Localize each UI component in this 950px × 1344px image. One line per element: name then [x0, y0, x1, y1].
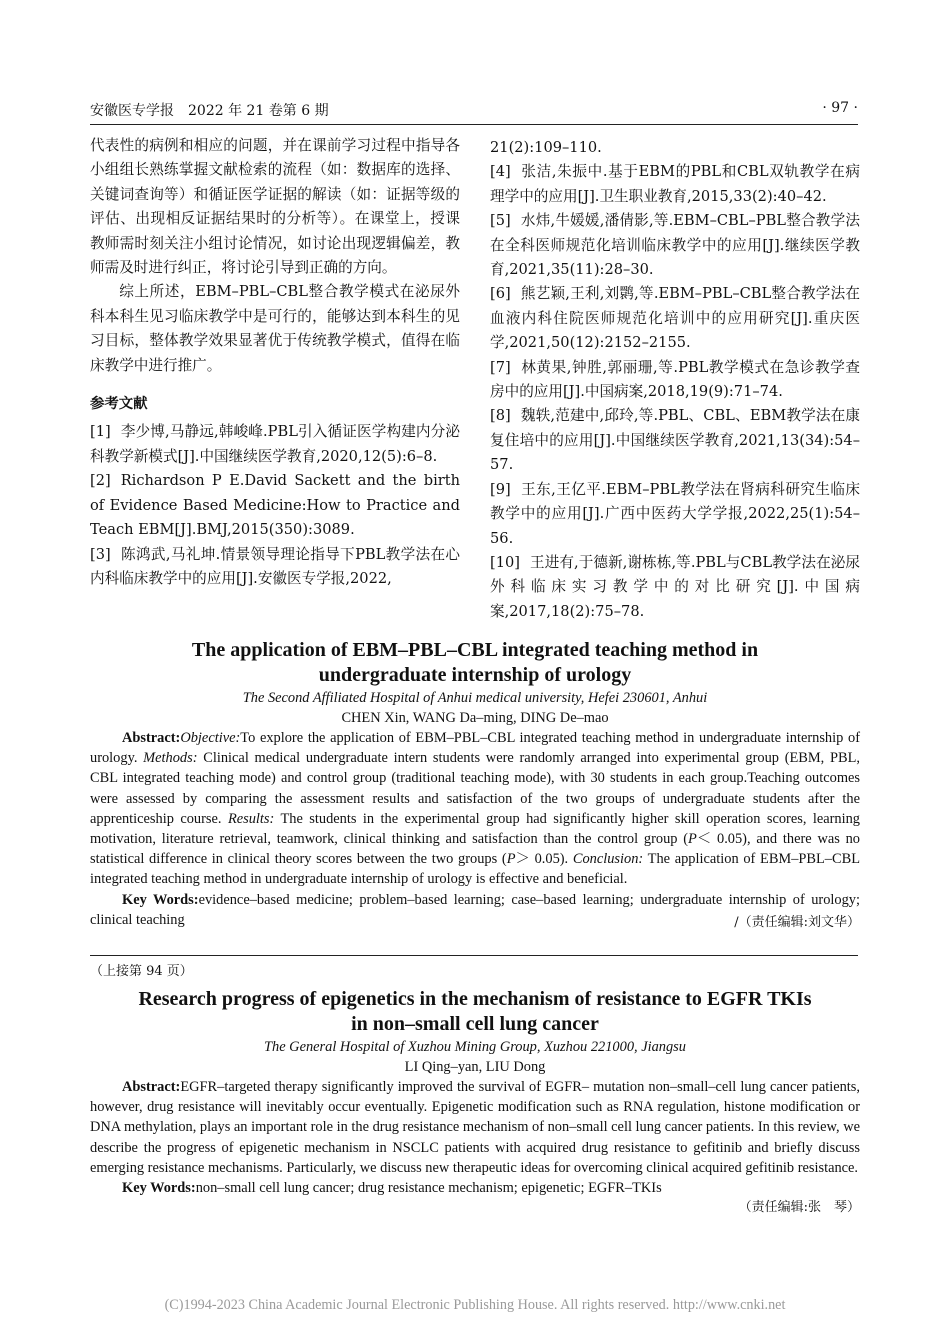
reference-text: 李少博,马静远,韩峻峰.PBL引入循证医学构建内分泌科教学新模式[J].中国继续医学教育,2020,12(5):6–8. — [90, 423, 460, 465]
results-text: ＜ 0.05), and there was no statistical difference in clinical theory scores between the two groups ( — [90, 831, 860, 868]
reference-item — [490, 478, 860, 551]
reference-item — [490, 356, 860, 405]
english-abstract-2 — [90, 987, 860, 1218]
body-paragraph: 代表性的病例和相应的问题，并在课前学习过程中指导各小组组长熟练掌握文献检索的流程（如：数据库的选择、关键词查询等）和循证医学证据的解读（如：证据等级的评估、出现相反证据结果时的分析等）。在课堂上，授课教师需时刻关注小组讨论情况，如讨论出现逻辑偏差，教师需及时进行纠正，将讨论引导到正确的方向。 — [90, 137, 460, 277]
results-text: The students in the experimental group had significantly higher skill operation scores, learning motivation, literature retrieval, teamwork, clinical thinking and satisfaction than the control group ( — [90, 810, 860, 848]
abstract-title-line: Research progress of epigenetics in the mechanism of resistance to EGFR TKIs — [138, 988, 812, 1010]
p-value-symbol: P — [506, 851, 516, 868]
abstract-affiliation: The General Hospital of Xuzhou Mining Group, Xuzhou 221000, Jiangsu — [264, 1039, 686, 1055]
running-head: 安徽医专学报 2022 年 21 卷第 6 期 — [90, 103, 329, 119]
reference-number: [6] — [490, 285, 511, 303]
reference-text: Richardson P E.David Sackett and the birth of Evidence Based Medicine:How to Practice and Teach EBM[J].BMJ,2015(350):3089. — [90, 472, 460, 539]
reference-item — [490, 551, 860, 624]
reference-text: 林黄果,钟胜,郭丽珊,等.PBL教学模式在急诊教学查房中的应用[J].中国病案,2018,19(9):71–74. — [490, 358, 860, 401]
conclusion-text: The application of EBM–PBL–CBL integrated teaching method in undergraduate internship of urology is effective and beneficial. — [90, 851, 860, 888]
editor-credit: /（责任编辑:刘文华） — [734, 915, 860, 931]
abstract-title-line: in non–small cell lung cancer — [351, 1013, 599, 1035]
abstract-label: Abstract: — [122, 1079, 181, 1095]
english-abstract-1 — [90, 638, 860, 930]
p-value-symbol: P — [688, 831, 697, 848]
reference-number: [9] — [490, 480, 511, 498]
reference-continuation: 21(2):109–110. — [490, 139, 602, 156]
keywords-text: non–small cell lung cancer; drug resistance mechanism; epigenetic; EGFR–TKIs — [195, 1180, 662, 1197]
reference-text: 熊艺颖,王利,刘鹮,等.EBM–PBL–CBL整合教学法在血液内科住院医师规范化培训中的应用研究[J].重庆医学,2021,50(12):2152–2155. — [490, 285, 860, 352]
reference-item — [490, 209, 860, 282]
keywords-label: Key Words: — [122, 891, 199, 908]
right-column — [490, 136, 860, 624]
abstract-title-line: The application of EBM–PBL–CBL integrated teaching method in — [191, 639, 759, 661]
reference-text: 张洁,朱振中.基于EBM的PBL和CBL双轨教学在病理学中的应用[J].卫生职业教育,2015,33(2):40–42. — [490, 163, 860, 205]
reference-item — [90, 543, 460, 592]
objective-label: Objective: — [180, 730, 241, 746]
editor-credit: （责任编辑:张 琴） — [738, 1200, 860, 1216]
references-heading: 参考文献 — [90, 396, 148, 413]
reference-number: [8] — [490, 407, 511, 425]
reference-item — [490, 282, 860, 355]
reference-text: 王进有,于德新,谢栋栋,等.PBL与CBL教学法在泌尿外科临床实习教学中的对比研究[J].中国病案,2017,18(2):75–78. — [490, 553, 860, 620]
reference-text: 陈鸿武,马礼坤.情景领导理论指导下PBL教学法在心内科临床教学中的应用[J].安徽医专学报,2022, — [90, 545, 460, 587]
left-column — [90, 134, 460, 591]
reference-number: [1] — [90, 423, 111, 441]
reference-number: [3] — [90, 545, 111, 563]
reference-number: [10] — [490, 553, 520, 571]
abstract-authors: LI Qing–yan, LIU Dong — [404, 1059, 546, 1075]
results-label: Results: — [227, 810, 275, 827]
abstract-authors: CHEN Xin, WANG Da–ming, DING De–mao — [341, 710, 609, 726]
reference-number: [7] — [490, 358, 511, 376]
section-divider — [90, 955, 858, 956]
abstract-title-line: undergraduate internship of urology — [318, 664, 632, 686]
continued-from-note: （上接第 94 页） — [90, 964, 193, 979]
reference-item — [490, 404, 860, 477]
abstract-body — [90, 728, 860, 890]
conclusion-label: Conclusion: — [572, 851, 644, 868]
keywords-row — [90, 890, 860, 930]
page-number: · 97 · — [822, 100, 858, 116]
header-rule — [90, 124, 858, 125]
reference-number: [4] — [490, 163, 511, 181]
keywords — [90, 1178, 860, 1198]
keywords-label: Key Words: — [122, 1180, 196, 1197]
copyright-footer: (C)1994-2023 China Academic Journal Electronic Publishing House. All rights reserved. http://www.cnki.net — [164, 1297, 786, 1313]
abstract-affiliation: The Second Affiliated Hospital of Anhui medical university, Hefei 230601, Anhui — [242, 690, 708, 706]
reference-number: [5] — [490, 212, 511, 230]
results-text: ＞ 0.05). — [515, 851, 573, 868]
reference-item — [90, 469, 460, 542]
abstract-label: Abstract: — [122, 730, 181, 746]
reference-item — [90, 420, 460, 469]
abstract-body — [90, 1077, 860, 1178]
reference-item — [490, 160, 860, 209]
methods-text: Clinical medical undergraduate intern students were randomly arranged into experimental group (EBM, PBL, CBL integrated teaching mode) and control group (traditional teaching mode), with 30 students in each group.Teaching outcomes were assessed by comparing the assessment results and satisfaction of the two groups of undergraduate students after the apprenticeship course. — [90, 750, 860, 827]
objective-text: To explore the application of EBM–PBL–CBL integrated teaching method in undergraduate internship of urology. — [90, 730, 860, 767]
abstract-text: EGFR–targeted therapy significantly improved the survival of EGFR– mutation non–small–cell lung cancer patients, however, drug resistance will inevitably occur eventually. Epigenetic modification such as RNA regulation, histone modification or DNA methylation, plays an important role in the drug resistance mechanism of non–small cell lung cancer patients. In this review, we describe the progress of epigenetic mechanism in NSCLC patients with acquired drug resistance to gefitinib and briefly discuss emerging resistance mechanisms. Particularly, we discuss new therapeutic ideas for overcoming clinical acquired gefitinib resistance. — [90, 1079, 860, 1176]
reference-text: 水炜,牛媛媛,潘倩影,等.EBM–CBL–PBL整合教学法在全科医师规范化培训临床教学中的应用[J].继续医学教育,2021,35(11):28–30. — [490, 212, 860, 279]
methods-label: Methods: — [143, 750, 198, 767]
keywords-text: evidence–based medicine; problem–based learning; case–based learning; undergraduate internship of urology; clinical teaching — [90, 891, 860, 928]
body-paragraph: 综上所述，EBM–PBL–CBL整合教学模式在泌尿外科本科生见习临床教学中是可行的，能够达到本科生的见习目标，整体教学效果显著优于传统教学模式，值得在临床教学中进行推广。 — [90, 283, 460, 374]
reference-text: 魏轶,范建中,邱玲,等.PBL、CBL、EBM教学法在康复住培中的应用[J].中国继续医学教育,2021,13(34):54–57. — [490, 407, 860, 474]
reference-text: 王东,王亿平.EBM–PBL教学法在肾病科研究生临床教学中的应用[J].广西中医药大学学报,2022,25(1):54–56. — [490, 480, 860, 547]
reference-number: [2] — [90, 472, 111, 490]
